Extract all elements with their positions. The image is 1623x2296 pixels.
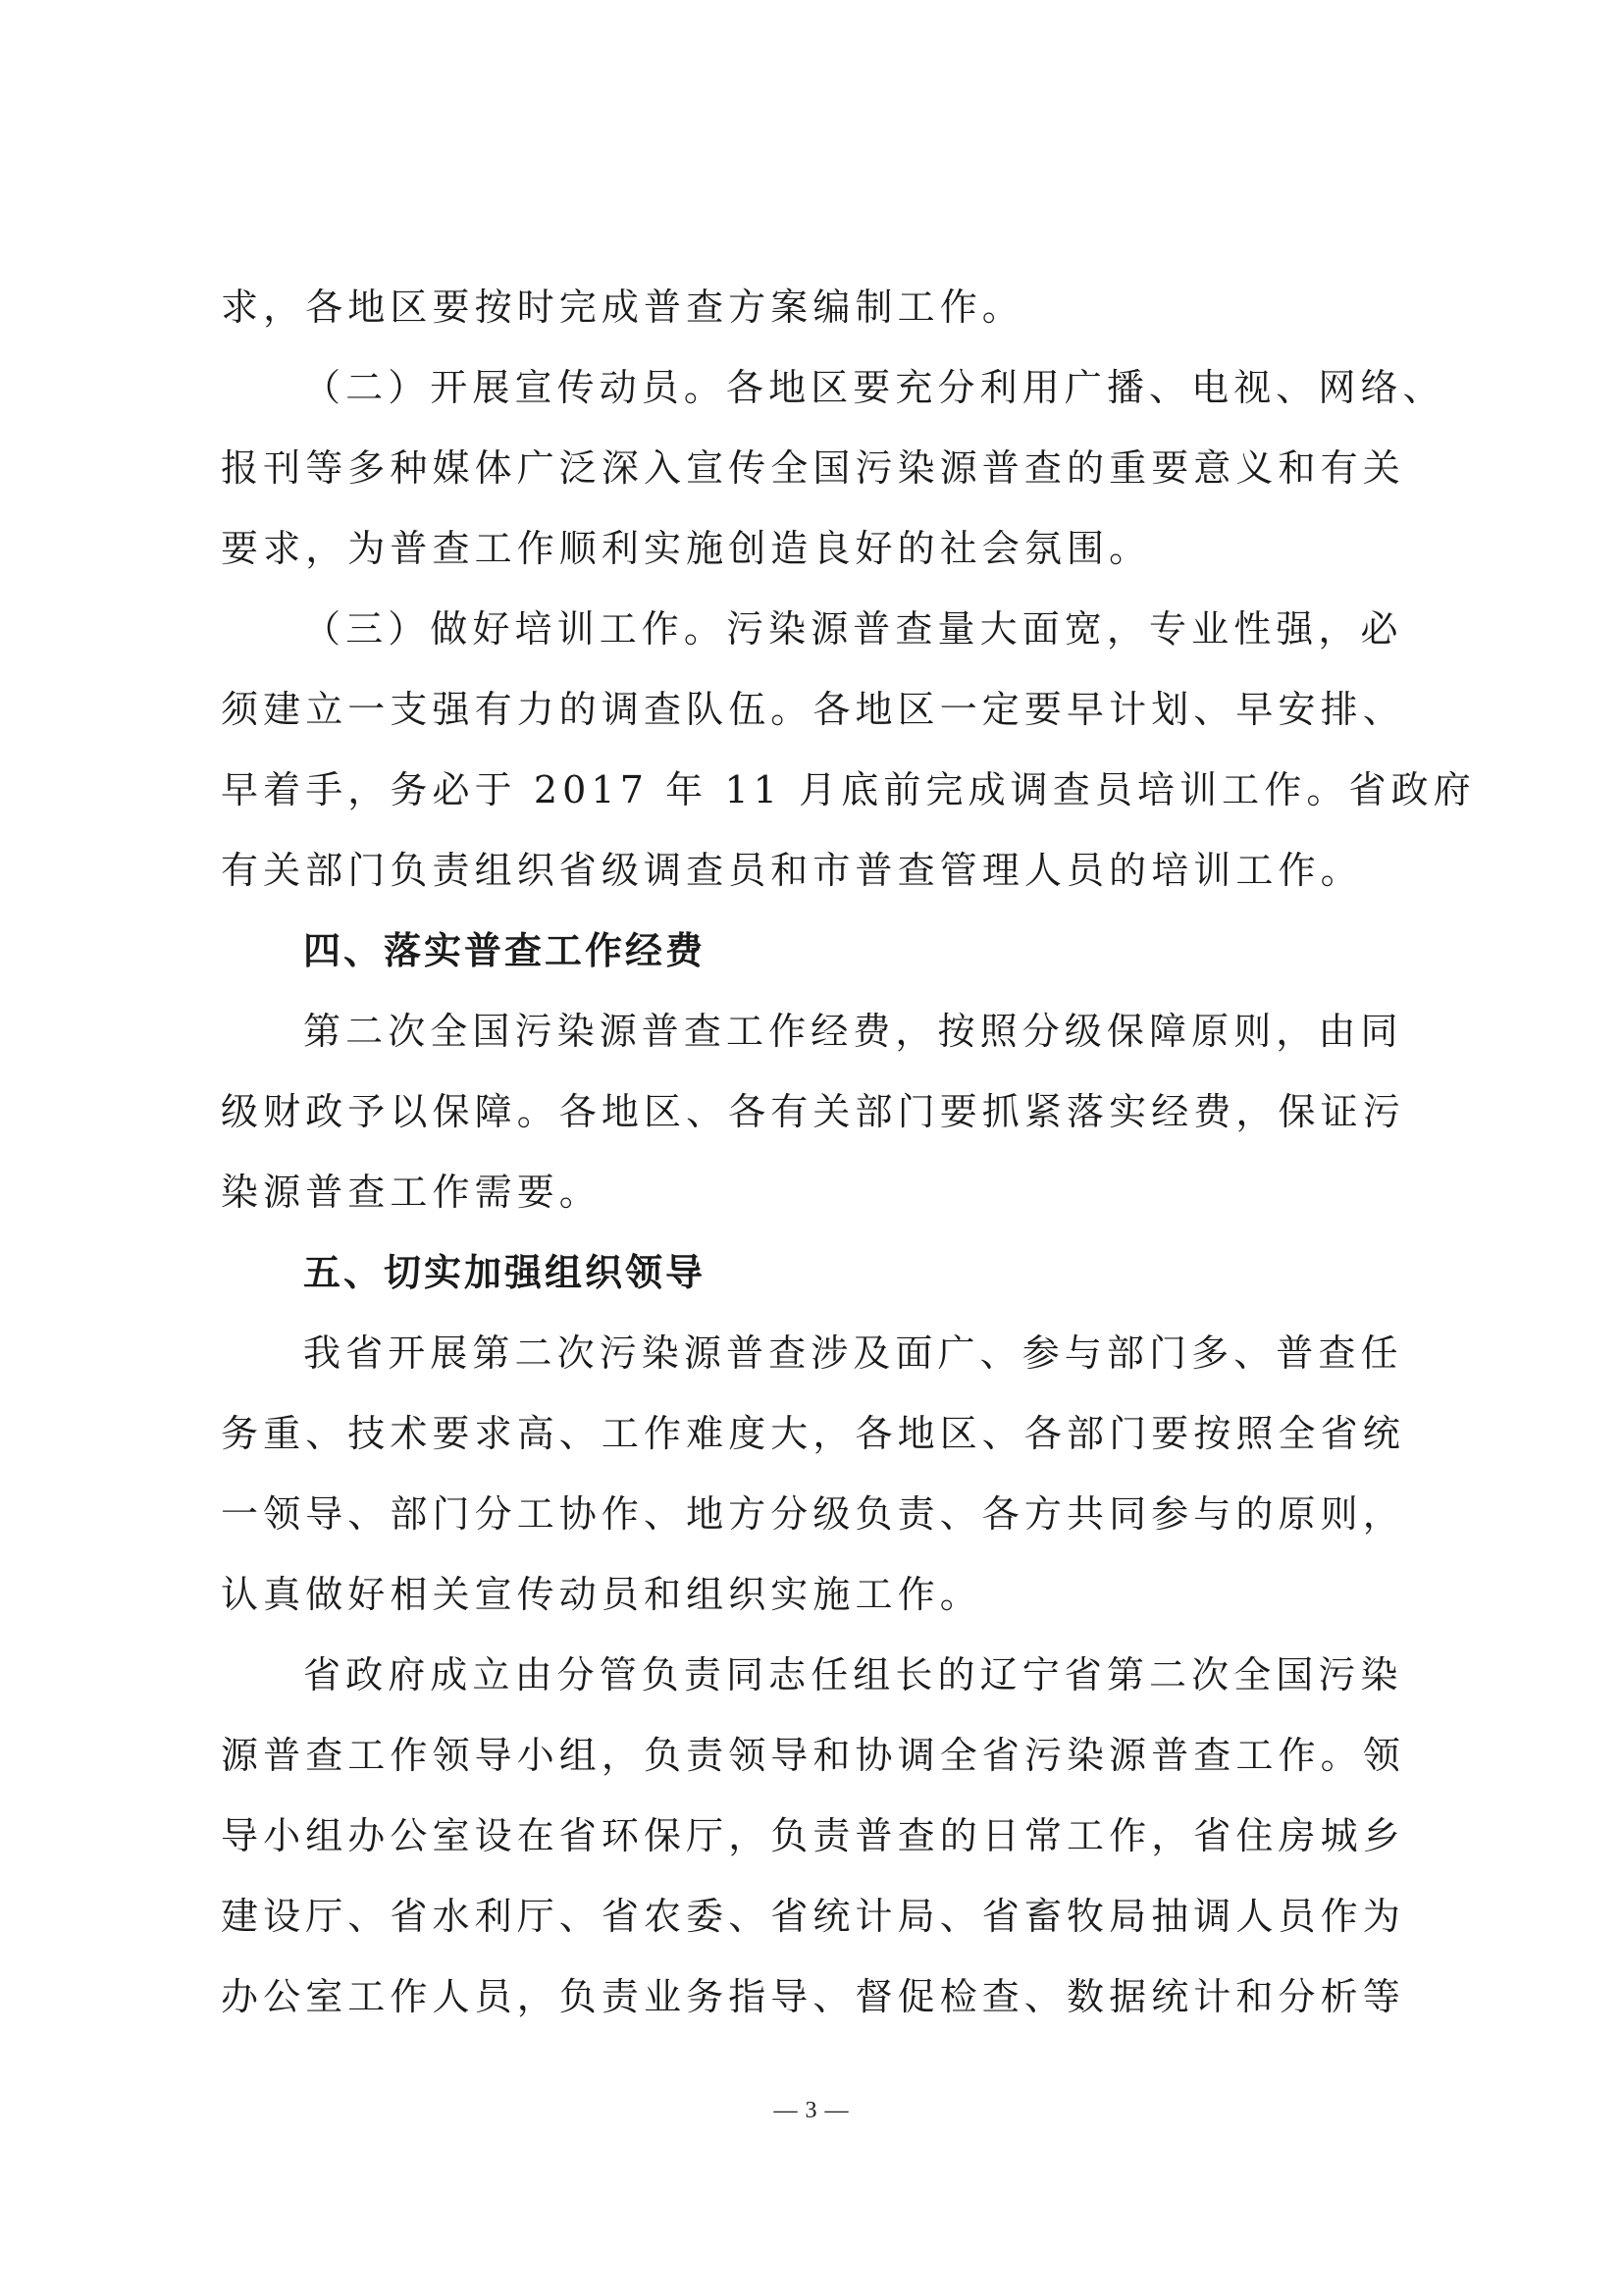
paragraph-line: 导小组办公室设在省环保厅，负责普查的日常工作，省住房城乡 (221, 1814, 1405, 1857)
paragraph-line: 省政府成立由分管负责同志任组长的辽宁省第二次全国污染 (303, 1653, 1403, 1696)
body-text (221, 267, 1476, 2037)
paragraph-line: 求，各地区要按时完成普查方案编制工作。 (221, 286, 1024, 329)
paragraph-line: 一领导、部门分工协作、地方分级负责、各方共同参与的原则， (221, 1492, 1405, 1536)
paragraph-line: 第二次全国污染源普查工作经费，按照分级保障原则，由同 (303, 1010, 1403, 1053)
section-heading: 四、落实普查工作经费 (303, 929, 707, 972)
paragraph-line: 染源普查工作需要。 (221, 1171, 602, 1214)
paragraph-line: 建设厅、省水利厅、省农委、省统计局、省畜牧局抽调人员作为 (221, 1895, 1405, 1938)
paragraph-line: 级财政予以保障。各地区、各有关部门要抓紧落实经费，保证污 (221, 1090, 1405, 1133)
paragraph-line: 要求，为普查工作顺利实施创造良好的社会氛围。 (221, 527, 1152, 570)
paragraph-line: （二）开展宣传动员。各地区要充分利用广播、电视、网络、 (303, 366, 1445, 409)
paragraph-line: 我省开展第二次污染源普查涉及面广、参与部门多、普查任 (303, 1331, 1403, 1375)
section-heading: 五、切实加强组织领导 (303, 1251, 707, 1294)
paragraph-line: 办公室工作人员，负责业务指导、督促检查、数据统计和分析等 (221, 1975, 1405, 2018)
paragraph-line: 报刊等多种媒体广泛深入宣传全国污染源普查的重要意义和有关 (221, 446, 1405, 490)
paragraph-line: 早着手，务必于 2017 年 11 月底前完成调查员培训工作。省政府 (221, 768, 1476, 811)
paragraph-line: 务重、技术要求高、工作难度大，各地区、各部门要按照全省统 (221, 1412, 1405, 1455)
page-number: — 3 — (773, 2098, 850, 2123)
paragraph-line: 认真做好相关宣传动员和组织实施工作。 (221, 1573, 982, 1616)
paragraph-line: 源普查工作领导小组，负责领导和协调全省污染源普查工作。领 (221, 1734, 1405, 1777)
paragraph-line: （三）做好培训工作。污染源普查量大面宽，专业性强，必 (303, 607, 1403, 651)
paragraph-line: 须建立一支强有力的调查队伍。各地区一定要早计划、早安排、 (221, 688, 1405, 731)
paragraph-line: 有关部门负责组织省级调查员和市普查管理人员的培训工作。 (221, 849, 1363, 892)
